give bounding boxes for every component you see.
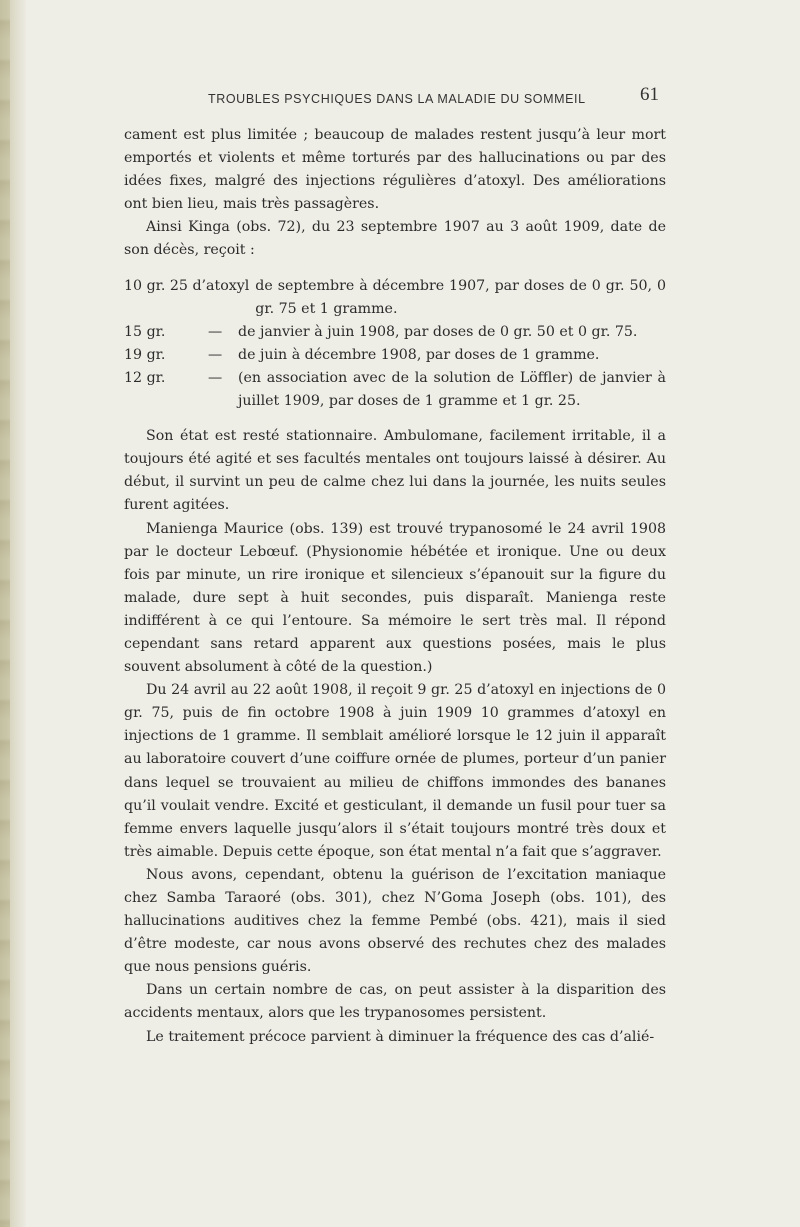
dose-dash: —	[208, 346, 223, 363]
spacer	[124, 263, 666, 275]
paragraph-1: cament est plus limitée ; beaucoup de malades restent jusqu’à leur mort emportés et violents et même torturés par des hallucinations ou par des idées fixes, malgré des injections régulières d’atoxyl. Des améliorations ont bien lieu, mais très passagères.	[124, 127, 666, 213]
dose-description: de septembre à décembre 1907, par doses de 0 gr. 50, 0 gr. 75 et 1 gramme.	[255, 277, 666, 317]
running-header: TROUBLES PSYCHIQUES DANS LA MALADIE DU SOMMEIL	[208, 92, 586, 106]
dose-line-4	[124, 367, 666, 413]
spacer	[124, 413, 666, 425]
paragraph-7: Dans un certain nombre de cas, on peut assister à la disparition des accidents mentaux, alors que les trypanosomes persistent.	[124, 982, 666, 1022]
paragraph-2: Ainsi Kinga (obs. 72), du 23 septembre 1907 au 3 août 1909, date de son décès, reçoit :	[124, 219, 666, 259]
paragraph-6: Nous avons, cependant, obtenu la guérison de l’excitation maniaque chez Samba Taraoré (obs. 301), chez N’Goma Joseph (obs. 101), des hallucinations auditives chez la femme Pembé (obs. 421), mais il sied d’être modeste, car nous avons observé des rechutes chez des malades que nous pensions guéris.	[124, 866, 666, 976]
dose-description: de janvier à juin 1908, par doses de 0 gr. 50 et 0 gr. 75.	[238, 323, 638, 340]
dose-amount: 19 gr.	[124, 346, 166, 363]
page-body	[124, 124, 666, 1049]
dose-description: (en association avec de la solution de Löffler) de janvier à juillet 1909, par doses de 1 gramme et 1 gr. 25.	[238, 369, 666, 410]
dose-amount: 15 gr.	[124, 323, 166, 340]
dose-amount: 12 gr.	[124, 369, 166, 386]
dose-dash: —	[208, 323, 223, 340]
dose-line-3	[124, 344, 666, 367]
paragraph-8: Le traitement précoce parvient à diminuer la fréquence des cas d’alié-	[146, 1028, 655, 1045]
page-number: 61	[640, 84, 659, 105]
paragraph-3: Son état est resté stationnaire. Ambulomane, facilement irritable, il a toujours été agité et ses facultés mentales ont toujours laissé à désirer. Au début, il survint un peu de calme chez lui dans la journée, les nuits seules furent agitées.	[124, 428, 666, 514]
dose-dash: —	[208, 369, 223, 386]
paragraph-4: Manienga Maurice (obs. 139) est trouvé trypanosomé le 24 avril 1908 par le docteur Lebœuf. (Physionomie hébétée et ironique. Une ou deux fois par minute, un rire ironique et silencieux s’épanouit sur la figure du malade, dure sept à huit secondes, puis disparaît. Manienga reste indifférent à ce qui l’entoure. Sa mémoire le sert très mal. Il répond cependant sans retard apparent aux questions posées, mais le plus souvent absolument à côté de la question.)	[124, 520, 666, 676]
dose-amount: 10 gr. 25 d’atoxyl	[124, 277, 250, 294]
dose-description: de juin à décembre 1908, par doses de 1 gramme.	[238, 346, 600, 363]
dose-line-1	[124, 275, 666, 321]
page-edge-stain	[0, 0, 10, 1227]
paragraph-5: Du 24 avril au 22 août 1908, il reçoit 9 gr. 25 d’atoxyl en injections de 0 gr. 75, puis de fin octobre 1908 à juin 1909 10 grammes d’atoxyl en injections de 1 gramme. Il semblait amélioré lorsque le 12 juin il apparaît au laboratoire couvert d’une coiffure ornée de plumes, porteur d’un panier dans lequel se trouvaient au milieu de chiffons immondes des bananes qu’il voulait vendre. Excité et gesticulant, il demande un fusil pour tuer sa femme envers laquelle jusqu’alors il s’était toujours montré très doux et très aimable. Depuis cette époque, son état mental n’a fait que s’aggraver.	[124, 682, 666, 860]
dose-line-2	[124, 321, 666, 344]
